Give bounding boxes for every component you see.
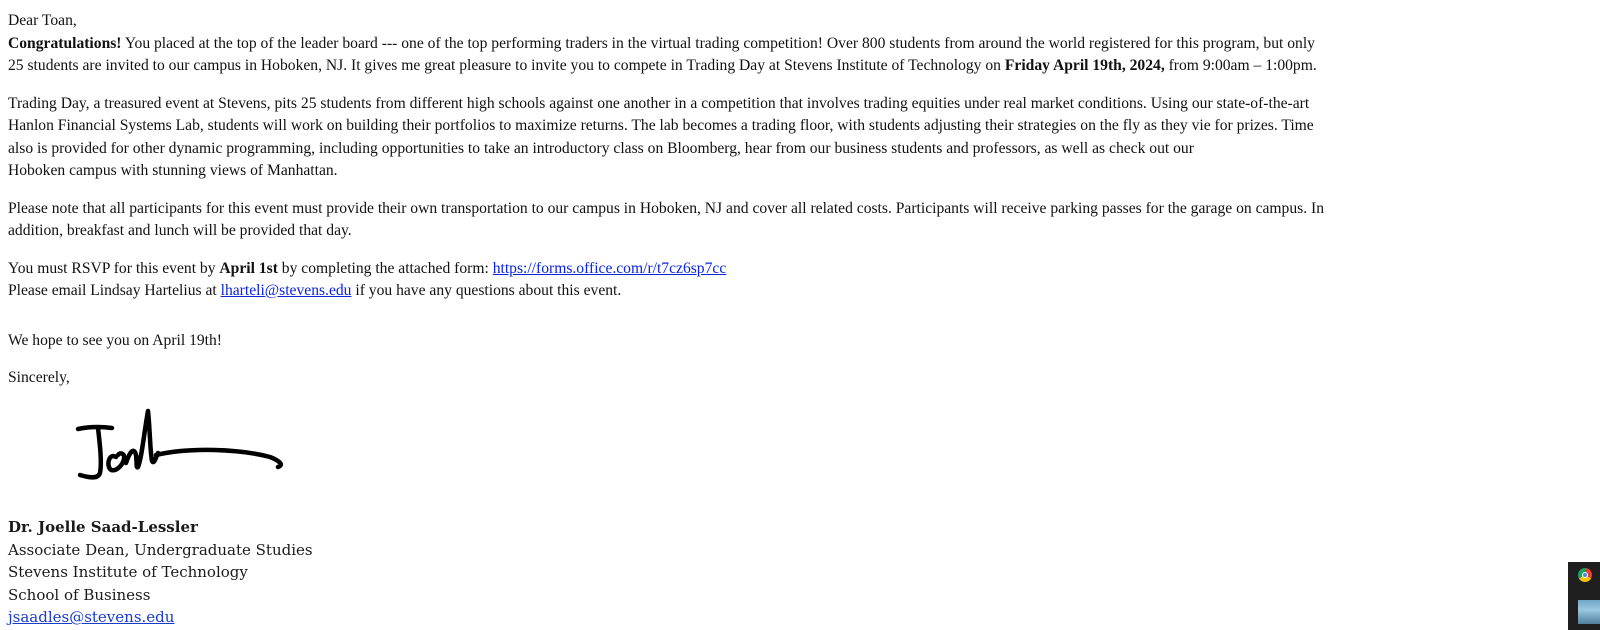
- signer-name: Dr. Joelle Saad-Lessler: [8, 518, 198, 536]
- paragraph-invitation: [8, 33, 1593, 78]
- contact-line: [8, 280, 1593, 303]
- contact-email-link[interactable]: lharteli@stevens.edu: [220, 282, 352, 299]
- logistics-line: addition, breakfast and lunch will be provided that day.: [8, 222, 352, 239]
- invitation-text-2: 25 students are invited to our campus in Hoboken, NJ. It gives me great pleasure to invite you to compete in Trading Day at Stevens Institute of Technology on: [8, 57, 1005, 74]
- paragraph-rsvp: [8, 258, 1593, 303]
- paragraph-trading-day: [8, 93, 1593, 183]
- event-time: from 9:00am – 1:00pm.: [1164, 57, 1317, 74]
- congratulations-text: Congratulations!: [8, 34, 122, 52]
- trading-day-line: also is provided for other dynamic programming, including opportunities to take an introductory class on Bloomberg, hear from our business students and professors, as well as check out our: [8, 139, 1194, 157]
- rsvp-text-2: by completing the attached form:: [277, 259, 493, 277]
- signer-email-link[interactable]: jsaadles@stevens.edu: [8, 608, 175, 627]
- rsvp-deadline: April 1st: [219, 259, 278, 277]
- signer-title: Associate Dean, Undergraduate Studies: [8, 540, 313, 559]
- window-thumbnail-icon[interactable]: [1578, 600, 1600, 624]
- chrome-icon[interactable]: [1578, 568, 1592, 582]
- handwritten-signature: [70, 407, 290, 487]
- contact-text: Please email Lindsay Hartelius at: [8, 282, 221, 299]
- signature-block: [8, 516, 313, 629]
- rsvp-line: [8, 258, 1593, 281]
- contact-text-2: if you have any questions about this event.: [351, 282, 622, 299]
- rsvp-text: You must RSVP for this event by: [8, 259, 220, 277]
- invitation-line-1: [8, 33, 1593, 56]
- closing-hope: We hope to see you on April 19th!: [8, 331, 222, 349]
- closing-sincerely: Sincerely,: [8, 369, 70, 386]
- signer-school: School of Business: [8, 585, 151, 604]
- trading-day-line: Hoboken campus with stunning views of Manhattan.: [8, 162, 338, 179]
- paragraph-logistics: [8, 198, 1593, 243]
- trading-day-line: Trading Day, a treasured event at Stevens, pits 25 students from different high schools against one another in a competition that involves trading equities under real market conditions. Using our state-of-the-art: [8, 94, 1310, 112]
- taskbar-edge: [1568, 562, 1600, 630]
- invitation-line-2: [8, 55, 1593, 78]
- logistics-line: Please note that all participants for this event must provide their own transportation to our campus in Hoboken, NJ and cover all related costs. Participants will receive parking passes for the garage on campus. In: [8, 199, 1325, 217]
- email-body: [8, 10, 1593, 390]
- greeting: Dear Toan,: [8, 12, 77, 29]
- trading-day-line: Hanlon Financial Systems Lab, students will work on building their portfolios to maximize returns. The lab becomes a trading floor, with students adjusting their strategies on the fly as they vie for prizes. Time: [8, 117, 1314, 134]
- rsvp-form-link[interactable]: https://forms.office.com/r/t7cz6sp7cc: [492, 259, 727, 277]
- invitation-text-1: You placed at the top of the leader board --- one of the top performing traders in the virtual trading competition! Over 800 students from around the world registered for this program, but only: [121, 34, 1315, 52]
- signer-institution: Stevens Institute of Technology: [8, 563, 248, 582]
- event-date: Friday April 19th, 2024,: [1004, 57, 1165, 74]
